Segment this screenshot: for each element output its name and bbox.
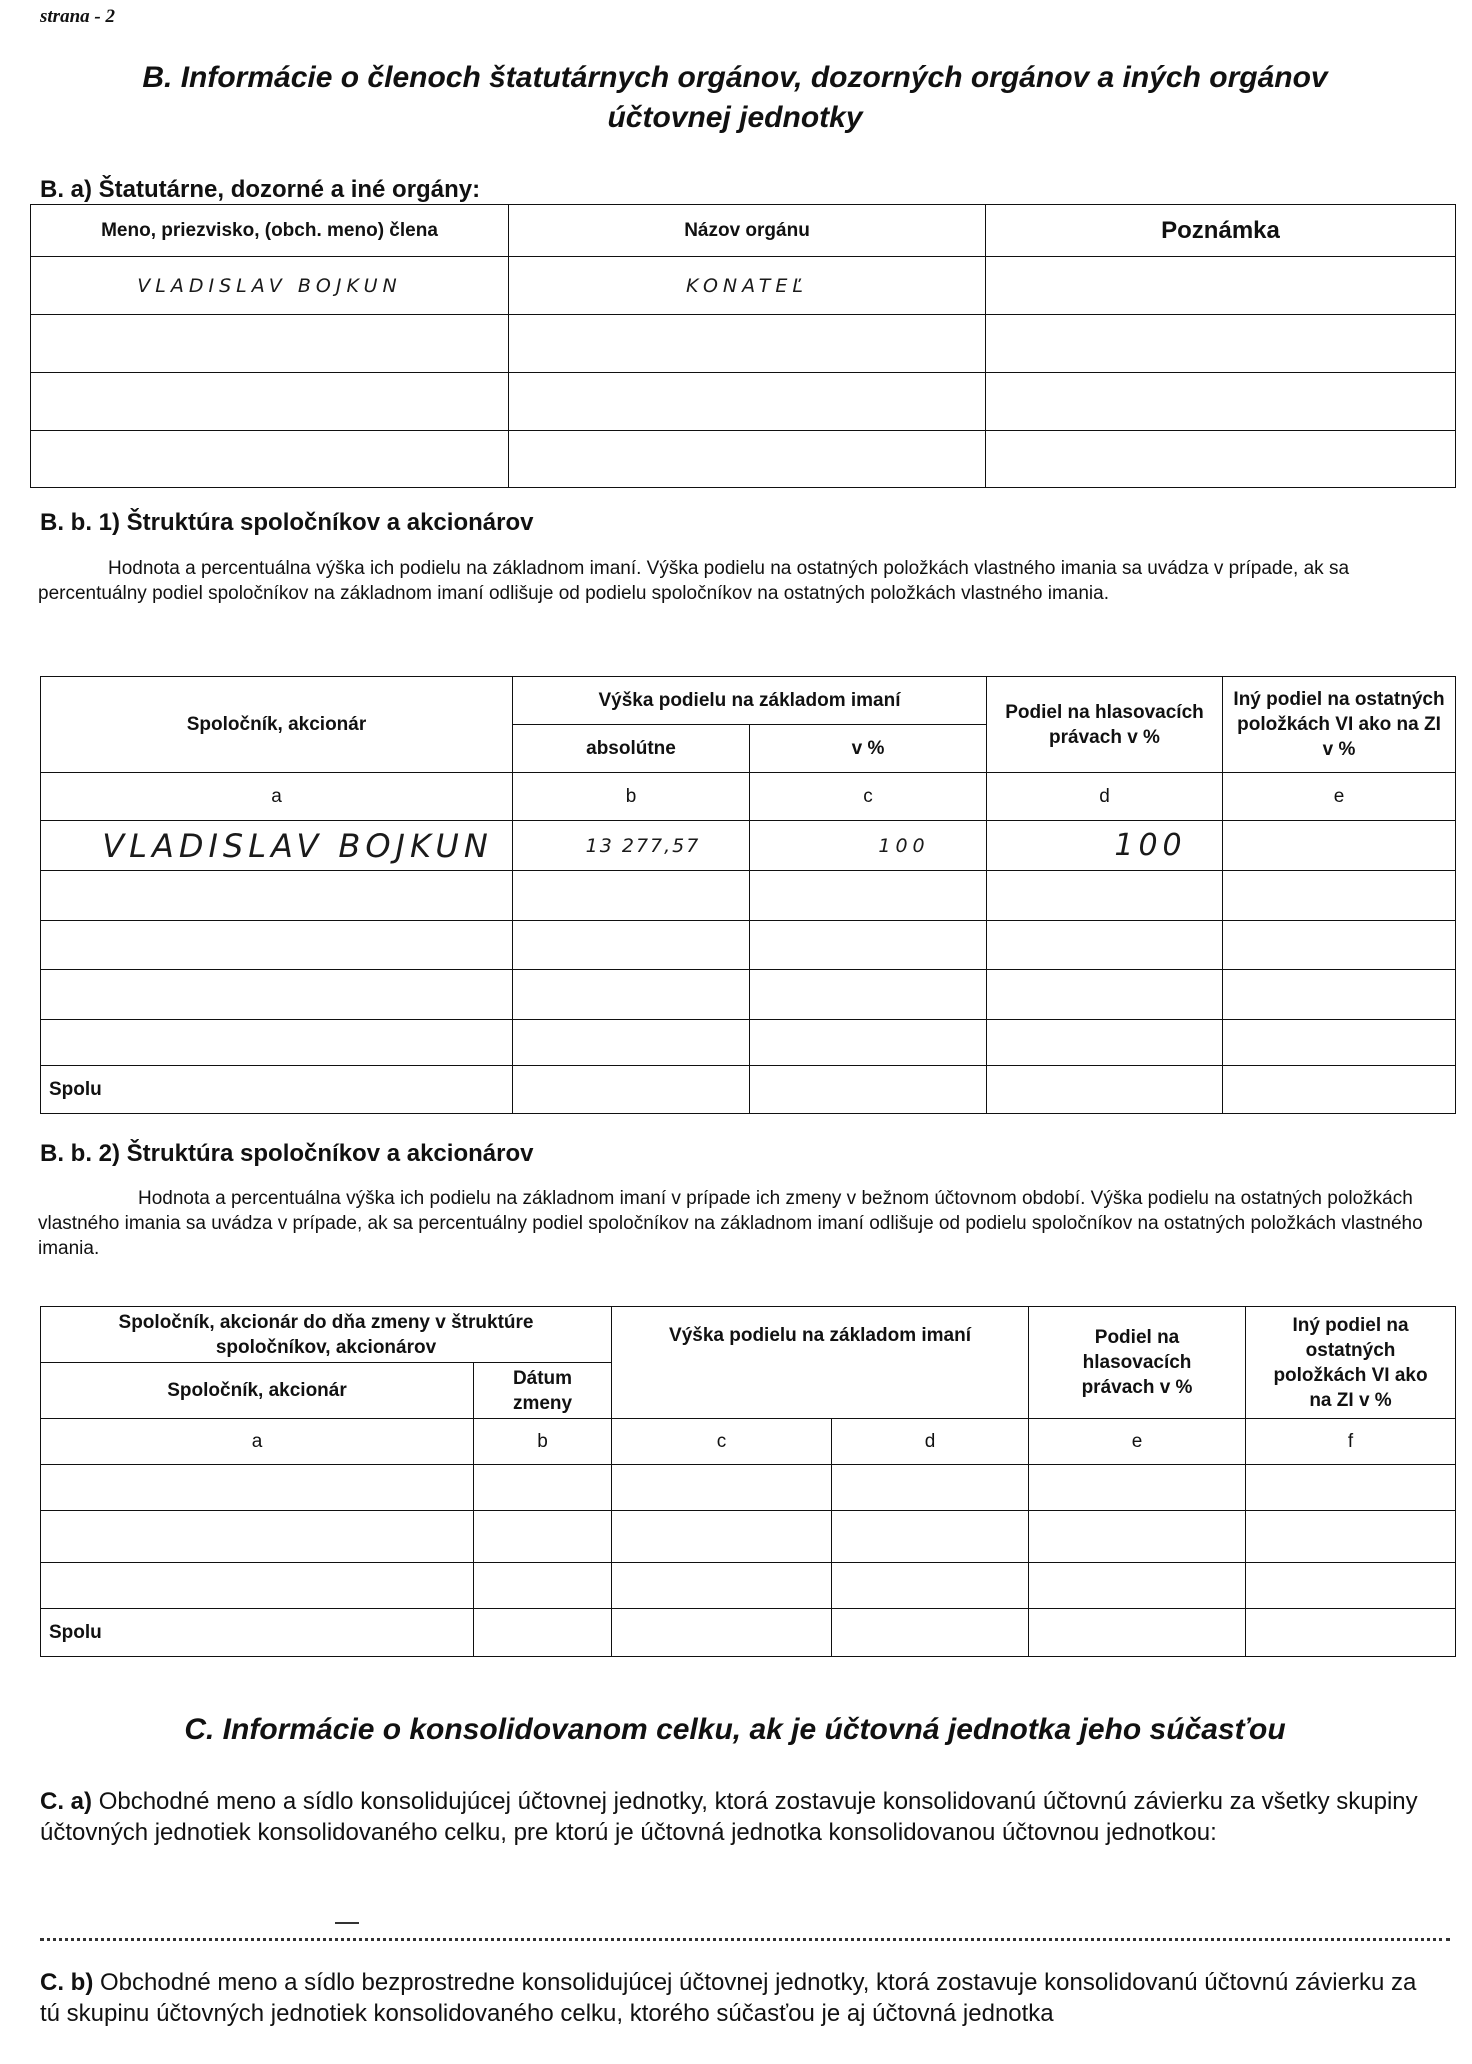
ca-label: C. a) — [40, 1788, 93, 1815]
note-cell — [986, 373, 1456, 431]
partner-cell — [41, 1020, 513, 1066]
vote-cell — [987, 970, 1223, 1020]
pct-cell: 100 — [750, 821, 987, 871]
organs-col-organ: Názov orgánu — [509, 205, 986, 257]
bb2-description: Hodnota a percentuálna výška ich podielu na základnom imaní v prípade ich zmeny v bežnom účtovnom období. Výška podielu na ostatných položkách vlastného imania sa uvádza v prípade, ak sa percentuálny podiel spoločníkov na základnom imaní odlišuje od podielu spoločníkov na ostatných položkách vlastného imania. — [38, 1188, 1423, 1259]
letter-e: e — [1029, 1419, 1246, 1465]
letter-d: d — [987, 773, 1223, 821]
table-row — [31, 315, 1456, 373]
partner-cell — [41, 921, 513, 970]
abs-cell — [513, 921, 750, 970]
other-cell — [1223, 970, 1456, 1020]
section-b-title — [40, 58, 1430, 138]
table-row — [41, 970, 1456, 1020]
section-b-title-line1: B. Informácie o členoch štatutárnych orgánov, dozorných orgánov a iných orgánov — [142, 61, 1328, 94]
table-row — [31, 431, 1456, 488]
letter-d: d — [832, 1419, 1029, 1465]
total-row — [41, 1066, 1456, 1114]
pct-cell — [750, 921, 987, 970]
vote-cell — [987, 1020, 1223, 1066]
partner-cell — [41, 871, 513, 921]
letter-f: f — [1246, 1419, 1456, 1465]
bb1-col-other: Iný podiel na ostatných položkách VI ako na ZI v % — [1223, 677, 1456, 773]
bb1-description: Hodnota a percentuálna výška ich podielu na základnom imaní. Výška podielu na ostatných položkách vlastného imania sa uvádza v prípade, ak sa percentuálny podiel spoločníkov na základnom imaní odlišuje od podielu spoločníkov na ostatných položkách vlastného imania. — [38, 558, 1350, 604]
bb2-col-share: Výška podielu na základom imaní — [612, 1307, 1029, 1419]
abs-cell: 13 277,57 — [513, 821, 750, 871]
bb2-col-group: Spoločník, akcionár do dňa zmeny v štruktúre spoločníkov, akcionárov — [41, 1307, 612, 1363]
organ-name-cell — [509, 373, 986, 431]
other-cell — [1223, 821, 1456, 871]
vote-cell — [987, 871, 1223, 921]
letter-b: b — [513, 773, 750, 821]
total-label: Spolu — [41, 1609, 474, 1657]
table-row — [41, 1511, 1456, 1563]
table-row — [41, 1465, 1456, 1511]
organ-name-cell — [509, 431, 986, 488]
dotted-line — [40, 1938, 1450, 1941]
partners-change-table — [40, 1306, 1456, 1657]
organs-col-note: Poznámka — [986, 205, 1456, 257]
letter-e: e — [1223, 773, 1456, 821]
bb1-col-pct: v % — [750, 725, 987, 773]
letter-a: a — [41, 773, 513, 821]
letters-row — [41, 773, 1456, 821]
bb1-heading: B. b. 1) Štruktúra spoločníkov a akcionárov — [40, 509, 534, 536]
other-cell — [1223, 1020, 1456, 1066]
organ-name-cell: KONATEĽ — [509, 257, 986, 315]
table-row — [31, 373, 1456, 431]
ba-heading: B. a) Štatutárne, dozorné a iné orgány: — [40, 176, 481, 203]
cb-block — [40, 1967, 1440, 2029]
member-name-cell — [31, 431, 509, 488]
letter-c: c — [612, 1419, 832, 1465]
note-cell — [986, 315, 1456, 373]
table-row — [41, 1563, 1456, 1609]
table-row — [41, 821, 1456, 871]
vote-cell — [987, 921, 1223, 970]
cb-label: C. b) — [40, 1969, 94, 1996]
partners-table — [40, 676, 1456, 1114]
bb2-col-date: Dátum zmeny — [474, 1363, 612, 1419]
organs-table — [30, 204, 1456, 488]
member-name-cell: VLADISLAV BOJKUN — [31, 257, 509, 315]
bb1-col-abs: absolútne — [513, 725, 750, 773]
section-b-title-line2: účtovnej jednotky — [607, 101, 863, 134]
pct-cell — [750, 871, 987, 921]
section-c-title: C. Informácie o konsolidovanom celku, ak je účtovná jednotka jeho súčasťou — [184, 1713, 1286, 1746]
bb2-heading: B. b. 2) Štruktúra spoločníkov a akcionárov — [40, 1140, 534, 1167]
handwritten-dash — [335, 1922, 359, 1924]
abs-cell — [513, 1020, 750, 1066]
table-row — [41, 921, 1456, 970]
table-row — [31, 257, 1456, 315]
pct-cell — [750, 1020, 987, 1066]
bb2-col-vote: Podiel na hlasovacích právach v % — [1029, 1307, 1246, 1419]
cb-text: Obchodné meno a sídlo bezprostredne konsolidujúcej účtovnej jednotky, ktorá zostavuje konsolidovanú účtovnú závierku za tú skupinu účtovných jednotiek konsolidovaného celku, ktorého súčasťou je aj účtovná jednotka — [40, 1969, 1417, 2027]
bb2-col-partner: Spoločník, akcionár — [41, 1363, 474, 1419]
partner-cell — [41, 970, 513, 1020]
abs-cell — [513, 970, 750, 1020]
member-name-cell — [31, 373, 509, 431]
page-label: strana - 2 — [40, 6, 115, 27]
bb1-col-partner: Spoločník, akcionár — [41, 677, 513, 773]
letters-row — [41, 1419, 1456, 1465]
other-cell — [1223, 871, 1456, 921]
organs-col-member: Meno, priezvisko, (obch. meno) člena — [31, 205, 509, 257]
organ-name-cell — [509, 315, 986, 373]
partner-cell: VLADISLAV BOJKUN — [41, 821, 513, 871]
abs-cell — [513, 871, 750, 921]
letter-a: a — [41, 1419, 474, 1465]
ca-block — [40, 1786, 1440, 1848]
note-cell — [986, 257, 1456, 315]
bb1-col-share: Výška podielu na základom imaní — [513, 677, 987, 725]
bb2-col-other: Iný podiel na ostatných položkách VI ako na ZI v % — [1246, 1307, 1456, 1419]
table-row — [41, 871, 1456, 921]
total-row — [41, 1609, 1456, 1657]
bb1-col-vote: Podiel na hlasovacích právach v % — [987, 677, 1223, 773]
total-label: Spolu — [41, 1066, 513, 1114]
ca-text: Obchodné meno a sídlo konsolidujúcej účtovnej jednotky, ktorá zostavuje konsolidovanú účtovnú závierku za všetky skupiny účtovných jednotiek konsolidovaného celku, pre ktorú je účtovná jednotka konsolidovanou účtovnou jednotkou: — [40, 1788, 1418, 1846]
member-name-cell — [31, 315, 509, 373]
letter-c: c — [750, 773, 987, 821]
other-cell — [1223, 921, 1456, 970]
vote-cell: 100 — [987, 821, 1223, 871]
table-row — [41, 1020, 1456, 1066]
note-cell — [986, 431, 1456, 488]
pct-cell — [750, 970, 987, 1020]
letter-b: b — [474, 1419, 612, 1465]
